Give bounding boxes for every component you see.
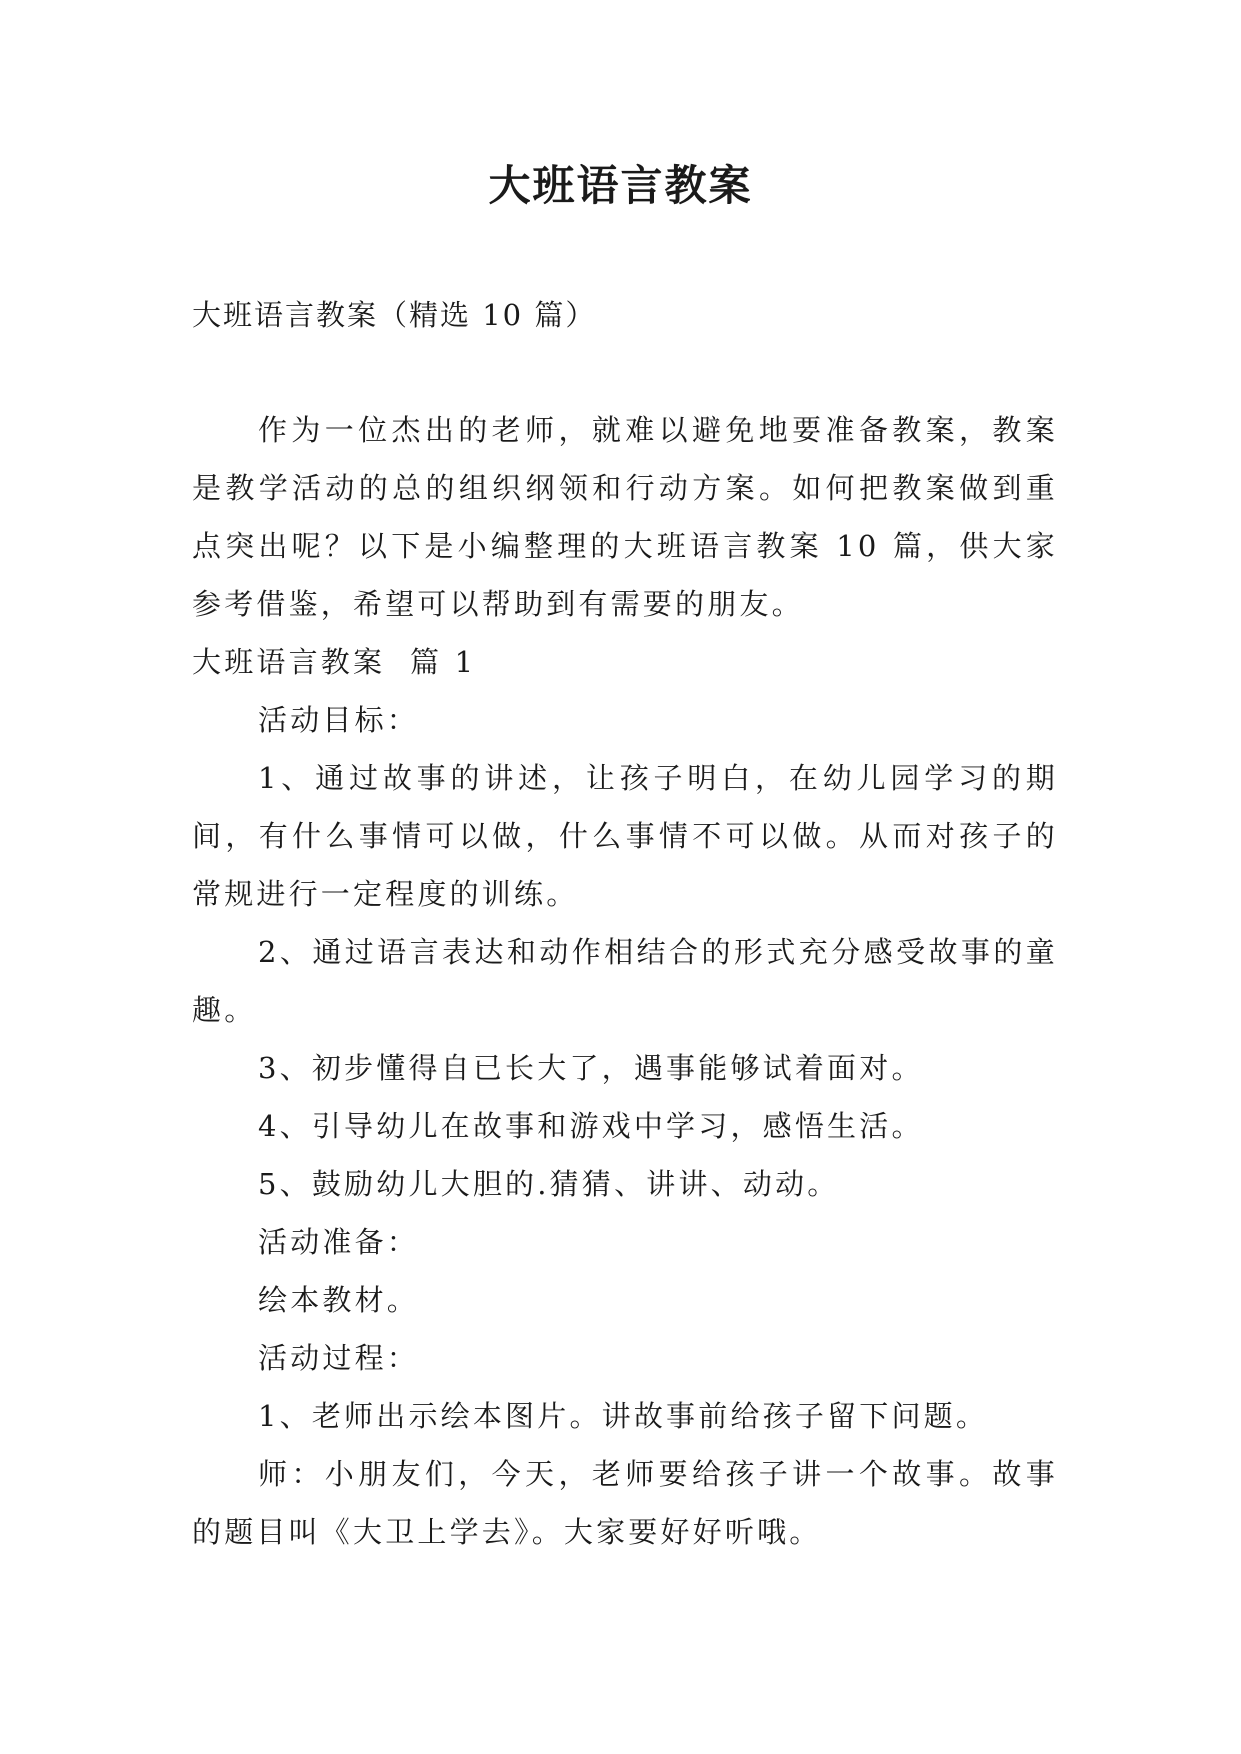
paragraph-activity-goals-label: 活动目标： [258, 703, 420, 737]
document-body [192, 296, 1058, 1561]
paragraph-goal-2: 2、通过语言表达和动作相结合的形式充分感受故事的童趣。 [192, 935, 1058, 1027]
paragraph-teacher-dialogue: 师：小朋友们，今天，老师要给孩子讲一个故事。故事的题目叫《大卫上学去》。大家要好好听哦。 [192, 1457, 1058, 1549]
paragraph-goal-4: 4、引导幼儿在故事和游戏中学习，感悟生活。 [258, 1109, 924, 1143]
document-subtitle: 大班语言教案（精选 10 篇） [192, 298, 597, 332]
intro-paragraph: 作为一位杰出的老师，就难以避免地要准备教案，教案是教学活动的总的组织纲领和行动方案。如何把教案做到重点突出呢？以下是小编整理的大班语言教案 10 篇，供大家参考借鉴，希望可以帮助到有需要的朋友。 [192, 413, 1058, 621]
section-heading: 大班语言教案 篇 1 [192, 645, 477, 679]
paragraph-preparation-content: 绘本教材。 [258, 1283, 420, 1317]
paragraph-process-step-1: 1、老师出示绘本图片。讲故事前给孩子留下问题。 [258, 1399, 989, 1433]
paragraph-goal-1: 1、通过故事的讲述，让孩子明白，在幼儿园学习的期间，有什么事情可以做，什么事情不可以做。从而对孩子的常规进行一定程度的训练。 [192, 761, 1058, 911]
document-title: 大班语言教案 [488, 161, 753, 210]
paragraph-process-label: 活动过程： [258, 1341, 420, 1375]
paragraph-goal-3: 3、初步懂得自已长大了，遇事能够试着面对。 [258, 1051, 924, 1085]
paragraph-goal-5: 5、鼓励幼儿大胆的.猜猜、讲讲、动动。 [258, 1167, 840, 1201]
paragraph-preparation-label: 活动准备： [258, 1225, 420, 1259]
